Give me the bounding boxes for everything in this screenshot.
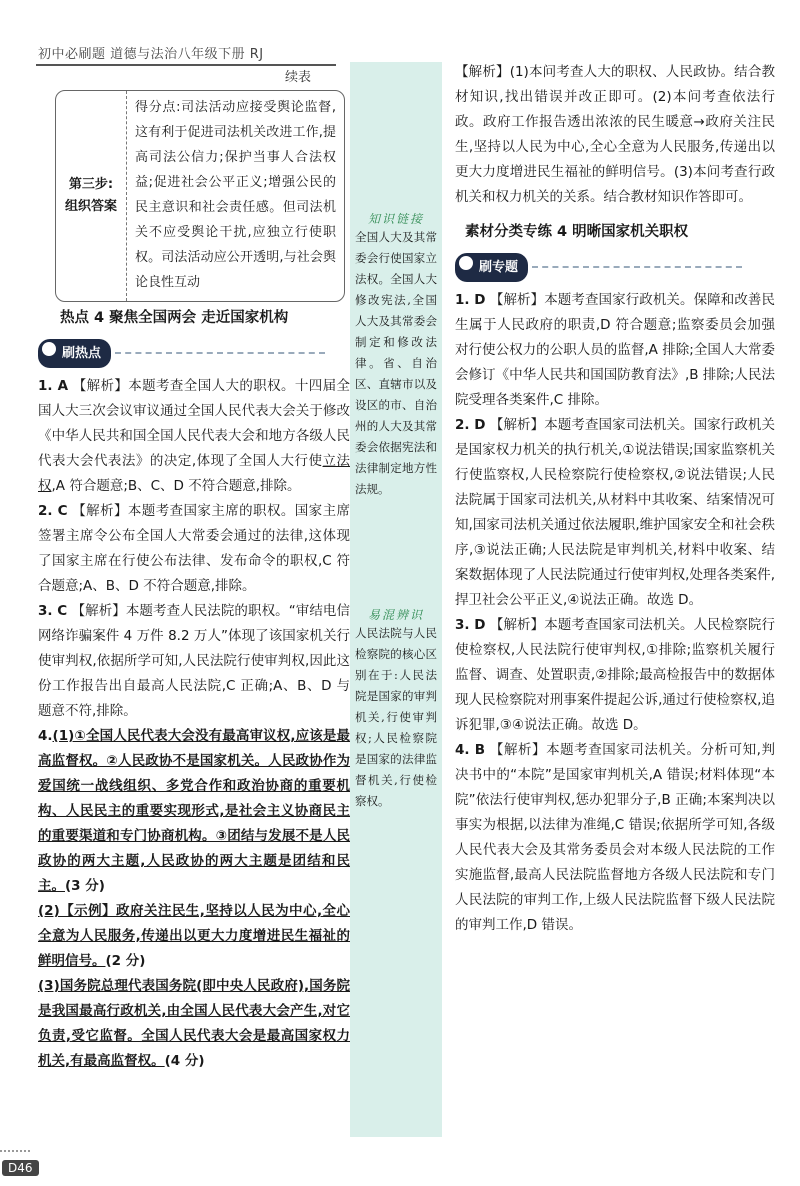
right-q1: 1. D 【解析】本题考查国家行政机关。保障和改善民生属于人民政府的职责,D 符合题意;监察委员会加强对行使公权力的公职人员的监督,A 排除;全国人大常委会修订《中华人民共和国国防教育法》,B 排除;人民法院受理各类案件,C 排除。 [455, 292, 775, 408]
book-header: 初中必刷题 道德与法治八年级下册 RJ [38, 47, 264, 62]
topic-tag: 刷专题 [455, 253, 528, 282]
left-q4-part1: 4.(1)①全国人民代表大会没有最高审议权,应该是最高监督权。②人民政协不是国家机关。人民政协作为爱国统一战线组织、多党合作和政治协商的重要机构、人民民主的重要实现形式,是社会主义协商民主的重要渠道和专门协商机构。③团结与发展不是人民政协的两大主题,人民政协的两大主题是团结和民主。(3 分) [38, 728, 350, 894]
right-column [455, 60, 775, 938]
hot-tag: 刷热点 [38, 339, 111, 368]
left-q2: 2. C 【解析】本题考查国家主席的职权。国家主席签署主席令公布全国人大常委会通过的法律,这体现了国家主席在行使公布法律、发布命令的职权,C 符合题意;A、B、D 不符合题意,排除。 [38, 503, 350, 594]
right-q2: 2. D 【解析】本题考查国家司法机关。国家行政机关是国家权力机关的执行机关,①说法错误;国家监察机关行使监察权,人民检察院行使检察权,②说法错误;人民法院属于国家司法机关,从材料中其收案、结案情况可知,国家司法机关通过依法履职,维护国家安全和社会秩序,③说法正确;人民法院是审判机关,材料中收案、结案数据体现了人民法院通过行使审判权,处理各类案件,捍卫社会公平正义,④说法正确。故选 D。 [455, 417, 775, 608]
step-label-cell [56, 91, 127, 301]
page-number: D46 [2, 1160, 39, 1176]
step-table [55, 90, 345, 302]
right-q4: 4. B 【解析】本题考查国家司法机关。分析可知,判决书中的“本院”是国家审判机关,A 错误;材料体现“本院”依法行使审判权,惩办犯罪分子,B 正确;本案判决以事实为根据,以法律为准绳,C 错误;依据所学可知,各级人民代表大会及其常务委员会对本级人民法院的工作实施监督,最高人民法院监督地方各级人民法院和专门人民法院的审判工作,上级人民法院监督下级人民法院的审判工作,D 错误。 [455, 742, 776, 933]
left-q3: 3. C 【解析】本题考查人民法院的职权。“审结电信网络诈骗案件 4 万件 8.2 万人”体现了该国家机关行使审判权,依据所学可知,人民法院行使审判权,因此这份工作报告出自最高人民法院,C 正确;A、B、D 与题意不符,排除。 [38, 603, 350, 719]
knowledge-link-title: 知识链接 [367, 212, 424, 226]
continued-label: 续表 [285, 70, 312, 85]
knowledge-link-box [350, 198, 442, 500]
step-content: 得分点:司法活动应接受舆论监督,这有利于促进司法机关改进工作,提高司法公信力;保护当事人合法权益;促进社会公平正义;增强公民的民主意识和社会责任感。但司法机关不应受舆论干扰,应独立行使职权。司法活动应公开透明,与社会舆论良性互动 [135, 100, 336, 290]
confusion-text: 人民法院与人民检察院的核心区别在于:人民法院是国家的审判机关,行使审判权;人民检察院是国家的法律监督机关,行使检察权。 [355, 626, 437, 808]
topic-tag-divider [532, 266, 742, 268]
step-label-1: 第三步: [68, 177, 114, 192]
left-q4-part2: (2)【示例】政府关注民生,坚持以人民为中心,全心全意为人民服务,传递出以更大力度增进民生福祉的鲜明信号。(2 分) [38, 903, 350, 969]
left-q4-part3: (3)国务院总理代表国务院(即中央人民政府),国务院是我国最高行政机关,由全国人民代表大会产生,对它负责,受它监督。全国人民代表大会是最高国家权力机关,有最高监督权。(4 分) [38, 978, 350, 1069]
confusion-title: 易混辨识 [367, 608, 424, 622]
knowledge-sidebar [350, 62, 442, 1137]
hotspot-title: 热点 4 聚焦全国两会 走近国家机构 [60, 310, 289, 326]
page-divider [0, 1150, 30, 1152]
knowledge-link-text: 全国人大及其常委会行使国家立法权。全国人大修改宪法,全国人大及其常委会制定和修改法律。省、自治区、直辖市以及设区的市、自治州的人大及其常委会依据宪法和法律制定地方性法规。 [355, 230, 437, 496]
topic-title: 素材分类专练 4 明晰国家机关职权 [465, 224, 689, 240]
left-q1: 1. A 【解析】本题考查全国人大的职权。十四届全国人大三次会议审议通过全国人民代表大会关于修改《中华人民共和国全国人民代表大会和地方各级人民代表大会代表法》的决定,体现了全国人大行使立法权,A 符合题意;B、C、D 不符合题意,排除。 [38, 378, 351, 494]
step-label-2: 组织答案 [64, 199, 117, 214]
confusion-box [350, 594, 442, 812]
left-column [38, 300, 350, 1074]
right-q3: 3. D 【解析】本题考查国家司法机关。人民检察院行使检察权,人民法院行使审判权,①排除;监察机关履行监督、调查、处置职责,②排除;最高检报告中的数据体现人民检察院对刑事案件提起公诉,通过行使检察权,追诉犯罪,③④说法正确。故选 D。 [455, 617, 775, 733]
right-intro: 【解析】(1)本问考查人大的职权、人民政协。结合教材知识,找出错误并改正即可。(2)本问考查依法行政。政府工作报告透出浓浓的民生暖意→政府关注民生,坚持以人民为中心,全心全意为人民服务,传递出以更大力度增进民生福祉的鲜明信号。(3)本问考查行政机关和权力机关的关系。结合教材知识作答即可。 [455, 64, 775, 205]
tag-divider [115, 352, 325, 354]
